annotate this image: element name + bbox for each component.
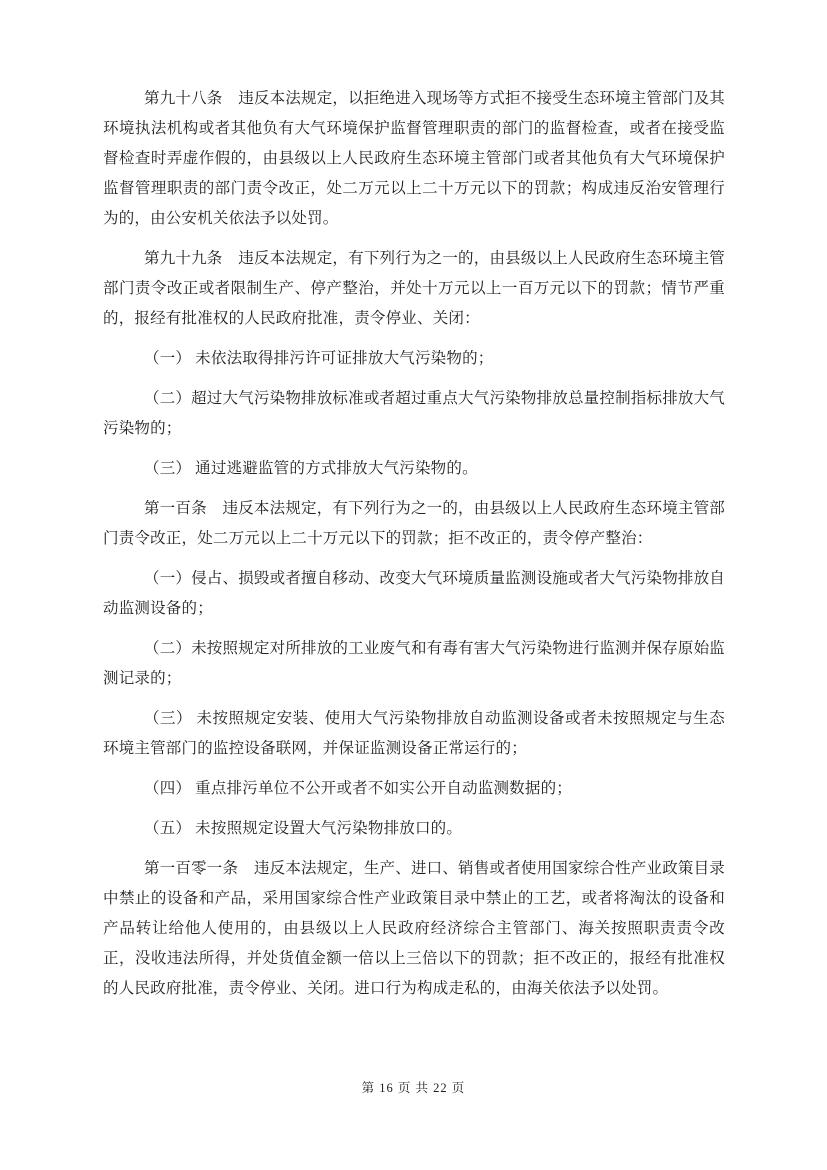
article-100-item-5: （五） 未按照规定设置大气污染物排放口的。 xyxy=(144,820,463,837)
article-99-item-2: （二）超过大气污染物排放标准或者超过重点大气污染物排放总量控制指标排放大气污染物的； xyxy=(103,390,725,437)
article-99-item-3: （三） 通过逃避监管的方式排放大气污染物的。 xyxy=(144,460,478,477)
article-99-intro: 第九十九条 违反本法规定，有下列行为之一的，由县级以上人民政府生态环境主管部门责令改正或者限制生产、停产整治，并处十万元以上一百万元以下的罚款；情节严重的，报经有批准权的人民政府批准，责令停业、关闭： xyxy=(103,250,725,327)
document-body xyxy=(103,84,725,1014)
page-number-label: 第 16 页 共 22 页 xyxy=(361,1081,466,1095)
article-100-item-3: （三） 未按照规定安装、使用大气污染物排放自动监测设备或者未按照规定与生态环境主管部门的监控设备联网，并保证监测设备正常运行的； xyxy=(103,710,725,757)
page-footer xyxy=(0,1080,827,1096)
article-100-item-1: （一）侵占、损毁或者擅自移动、改变大气环境质量监测设施或者大气污染物排放自动监测设备的； xyxy=(103,570,725,617)
article-100-item-2: （二）未按照规定对所排放的工业废气和有毒有害大气污染物进行监测并保存原始监测记录的； xyxy=(103,640,725,687)
article-98-paragraph: 第九十八条 违反本法规定，以拒绝进入现场等方式拒不接受生态环境主管部门及其环境执法机构或者其他负有大气环境保护监督管理职责的部门的监督检查，或者在接受监督检查时弄虚作假的，由县级以上人民政府生态环境主管部门或者其他负有大气环境保护监督管理职责的部门责令改正，处二万元以上二十万元以下的罚款；构成违反治安管理行为的，由公安机关依法予以处罚。 xyxy=(103,90,725,227)
article-99-item-1: （一） 未依法取得排污许可证排放大气污染物的； xyxy=(144,350,494,367)
article-100-item-4: （四） 重点排污单位不公开或者不如实公开自动监测数据的； xyxy=(144,780,572,797)
article-101-paragraph: 第一百零一条 违反本法规定，生产、进口、销售或者使用国家综合性产业政策目录中禁止的设备和产品，采用国家综合性产业政策目录中禁止的工艺，或者将淘汰的设备和产品转让给他人使用的，由县级以上人民政府经济综合主管部门、海关按照职责责令改正，没收违法所得，并处货值金额一倍以上三倍以下的罚款；拒不改正的，报经有批准权的人民政府批准，责令停业、关闭。进口行为构成走私的，由海关依法予以处罚。 xyxy=(103,860,725,997)
article-100-intro: 第一百条 违反本法规定，有下列行为之一的，由县级以上人民政府生态环境主管部门责令改正，处二万元以上二十万元以下的罚款；拒不改正的，责令停产整治： xyxy=(103,500,725,547)
